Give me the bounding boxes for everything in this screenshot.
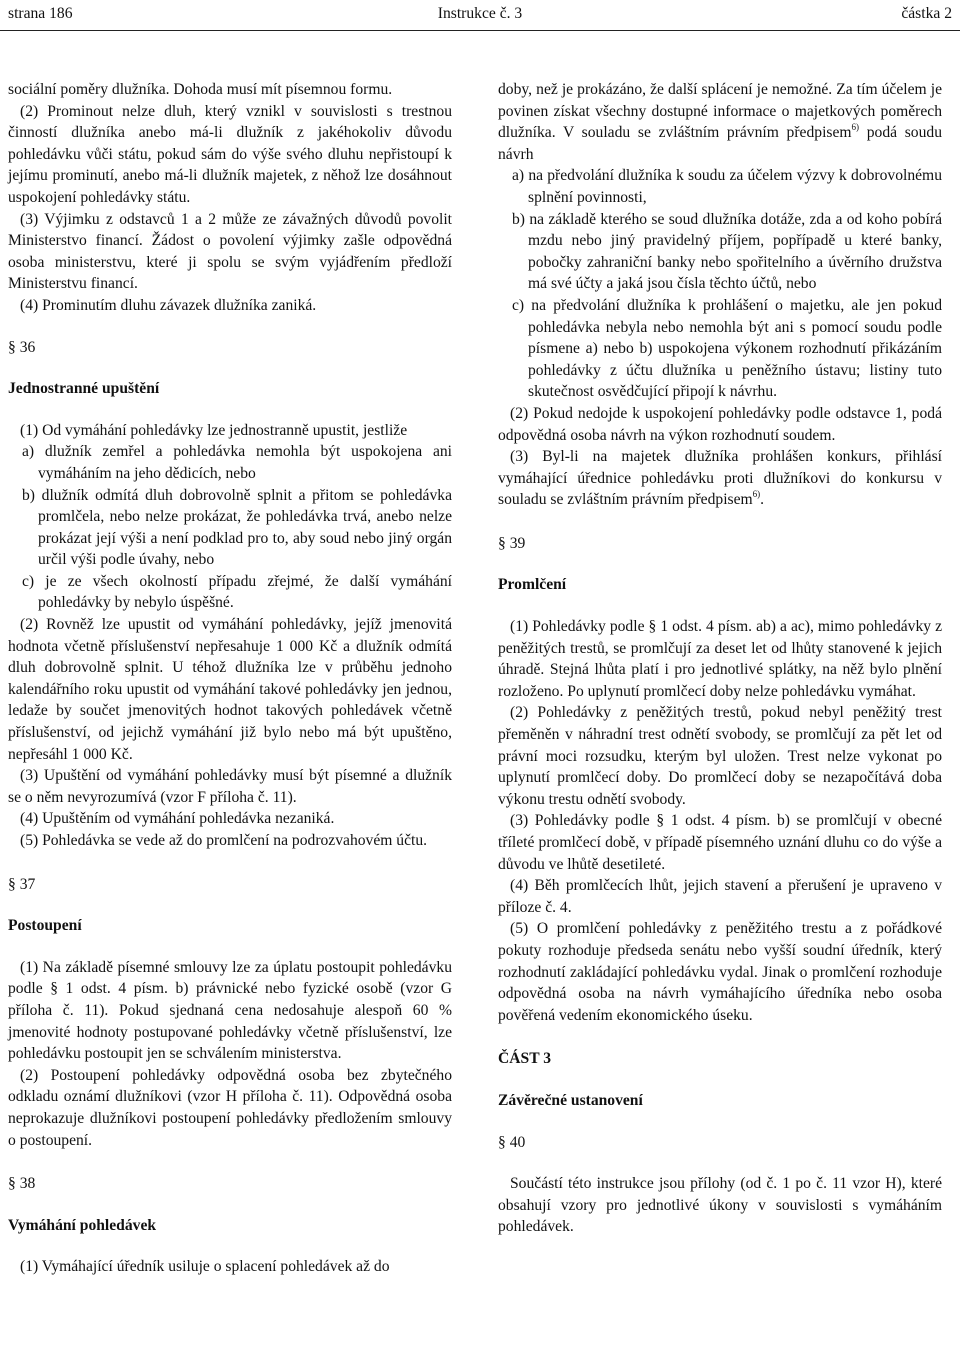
section-heading: Vymáhání pohledávek — [8, 1216, 157, 1234]
part-heading: ČÁST 3 — [498, 1050, 552, 1068]
section-number: § 36 — [8, 338, 36, 356]
paragraph: (2) Pokud nedojde k uspokojení pohledávky podle odstavce 1, podá odpovědná osoba návrh na výkon rozhodnutí soudem. — [498, 404, 942, 444]
paragraph: (2) Rovněž lze upustit od vymáhání pohledávky, jejíž jmenovitá hodnota včetně příslušenství nepřesahuje 1 000 Kč a dlužník odmítá dluh dobrovolně splnit. U téhož dlužníka lze v průběhu jednoho kalendářního roku upustit od vymáhání takové pohledávky jen jednou, ledaže by součet jmenovitých hodnot takových pohledávek včetně příslušenství, od jejichž vymáhání již bylo nebo má být upuštěno, nepřesáhl 1 000 Kč. — [8, 616, 452, 763]
footnote-reference: 6) — [851, 122, 860, 133]
list-item: c) na předvolání dlužníka k prohlášení o majetku, ale jen pokud pohledávka nebyla nebo nemohla být ani s pomocí soudu podle písmene a) nebo b) uspokojena výkonem rozhodnutí přikázáním pohledávky z účtu dlužníka u peněžního ústavu; listiny tuto skutečnost osvědčující připojí k návrhu. — [512, 296, 942, 401]
list-item: a) na předvolání dlužníka k soudu za účelem výzvy k dobrovolnému splnění povinnosti, — [512, 167, 942, 206]
section-heading: Jednostranné upuštění — [8, 380, 160, 398]
left-column — [8, 79, 452, 1278]
list-item: b) na základě kterého se soud dlužníka dotáže, zda a od koho pobírá mzdu nebo jiný pravidelný příjem, popřípadě u které banky, pobočky zahraniční banky nebo spořitelního a úvěrního družstva má své účty a jaká jsou čísla těchto účtů, nebo — [512, 210, 942, 293]
right-column — [498, 79, 942, 1238]
paragraph: (1) Pohledávky podle § 1 odst. 4 písm. ab) a ac), mimo pohledávky z peněžitých trestů, se promlčují za deset let od lhůty stanovené k jejich úhradě. Stejná lhůta platí i pro jednotlivé splátky, na něž bylo plnění rozloženo. Po uplynutí promlčecí doby nelze pohledávku vymáhat. — [498, 618, 942, 700]
part-subheading: Závěrečné ustanovení — [498, 1091, 643, 1109]
text-run: doby, než je prokázáno, že další splácení je nemožné. Za tím účelem je povinen získat všechny dostupné informace o majetkových poměrech dlužníka. V souladu se zvláštním právním předpisem — [498, 81, 942, 142]
issue-number: částka 2 — [901, 5, 952, 22]
section-number: § 39 — [498, 534, 526, 552]
section-number: § 38 — [8, 1175, 36, 1193]
text-run: podá soudu návrh — [498, 124, 942, 163]
paragraph: (1) Na základě písemné smlouvy lze za úplatu postoupit pohledávku podle § 1 odst. 4 písm. b) právnické nebo fyzické osobě (vzor G příloha č. 11). Pokud sjednaná cena nedosahuje alespoň 60 % jmenovité hodnoty postupované pohledávky včetně příslušenství, lze pohledávku postoupit jen se schválením ministerstva. — [8, 958, 452, 1063]
header-divider — [0, 30, 960, 31]
paragraph: (2) Prominout nelze dluh, který vznikl v souvislosti s trestnou činností dlužníka anebo má-li dlužník z jakéhokoliv důvodu pohledávku vůči státu, pokud sám do výše svého dluhu nepřistoupí k jejímu prominutí, anebo má-li dlužník majetek, z něhož lze dosáhnout uspokojení pohledávky státu. — [8, 102, 452, 206]
section-number: § 37 — [8, 875, 36, 893]
page-number: strana 186 — [8, 5, 73, 22]
list-item: a) dlužník zemřel a pohledávka nemohla být uspokojena ani vymáháním na jeho dědicích, nebo — [22, 443, 452, 482]
text-run: (3) Byl-li na majetek dlužníka prohlášen konkurs, přihlásí vymáhající úřednice pohledávku proti dlužníkovi do konkursu v souladu se zvláštním právním předpisem — [498, 448, 942, 509]
paragraph: (2) Pohledávky z peněžitých trestů, pokud nebyl peněžitý trest přeměněn v náhradní trest odnětí svobody, se promlčují za pět let od právní moci rozsudku, kterým byl uložen. Trest nelze vykonat po uplynutí promlčecí doby. Do promlčecí doby se nezapočítává doba výkonu trestu odnětí svobody. — [498, 704, 942, 808]
paragraph: (3) Pohledávky podle § 1 odst. 4 písm. b) se promlčují v obecné tříleté promlčecí době, v případě písemného uznání dluhu co do výše a důvodu ve lhůtě desetileté. — [498, 812, 942, 873]
paragraph — [498, 79, 942, 165]
paragraph: (4) Běh promlčecích lhůt, jejich stavení a přerušení je upraveno v příloze č. 4. — [498, 877, 942, 916]
paragraph: sociální poměry dlužníka. Dohoda musí mít písemnou formu. — [8, 81, 393, 98]
paragraph: (3) Výjimku z odstavců 1 a 2 může ze závažných důvodů povolit Ministerstvo financí. Žádost o povolení výjimky zašle odpovědná osoba ministerstvu, které ji spolu se svým vyjádřením předloží Ministerstvu financí. — [8, 210, 452, 293]
footnote-reference: 6) — [752, 489, 761, 500]
paragraph — [498, 446, 942, 511]
text-run: . — [760, 491, 765, 509]
list-item: c) je ze všech okolností případu zřejmé, že další vymáhání pohledávky by nebylo úspěšné. — [22, 572, 452, 612]
section-heading: Promlčení — [498, 576, 567, 594]
paragraph: (1) Od vymáhání pohledávky lze jednostranně upustit, jestliže — [20, 421, 408, 439]
paragraph: (5) Pohledávka se vede až do promlčení na podrozvahovém účtu. — [20, 832, 428, 849]
paragraph: (4) Prominutím dluhu závazek dlužníka zaniká. — [20, 296, 317, 314]
list-item: b) dlužník odmítá dluh dobrovolně splnit a přitom se pohledávka promlčela, nebo nelze prokázat, že pohledávka trvá, anebo nelze prokázat její výši a není podklad pro to, aby soud nebo jiný orgán určil výši podle úvahy, nebo — [22, 486, 452, 569]
paragraph: (3) Upuštění od vymáhání pohledávky musí být písemné a dlužník se o něm nevyrozumívá (vzor F příloha č. 11). — [8, 767, 452, 806]
page-header — [0, 0, 960, 32]
section-heading: Postoupení — [8, 917, 82, 935]
paragraph: (5) O promlčení pohledávky z peněžitého trestu a z pořádkové pokuty rozhoduje předseda senátu nebo vyšší soudní úředník, který rozhodnutí zakládající pohledávku vydal. Jinak o promlčení rozhoduje odpovědná osoba na návrh vymáhajícího úředníka nebo osoba pověřená vedením ekonomického úseku. — [498, 920, 942, 1024]
section-number: § 40 — [498, 1133, 526, 1151]
paragraph: Součástí této instrukce jsou přílohy (od č. 1 po č. 11 vzor H), které obsahují vzory pro jednotlivé úkony v souvislosti s vymáháním pohledávek. — [498, 1175, 942, 1236]
paragraph: (1) Vymáhající úředník usiluje o splacení pohledávek až do — [20, 1258, 390, 1276]
paragraph: (4) Upuštěním od vymáhání pohledávka nezaniká. — [20, 810, 335, 828]
document-title: Instrukce č. 3 — [437, 5, 523, 22]
paragraph: (2) Postoupení pohledávky odpovědná osoba bez zbytečného odkladu oznámí dlužníkovi (vzor H příloha č. 11). Odpovědná osoba neprokazuje dlužníkovi postoupení pohledávky předložením smlouvy o postoupení. — [8, 1066, 452, 1149]
